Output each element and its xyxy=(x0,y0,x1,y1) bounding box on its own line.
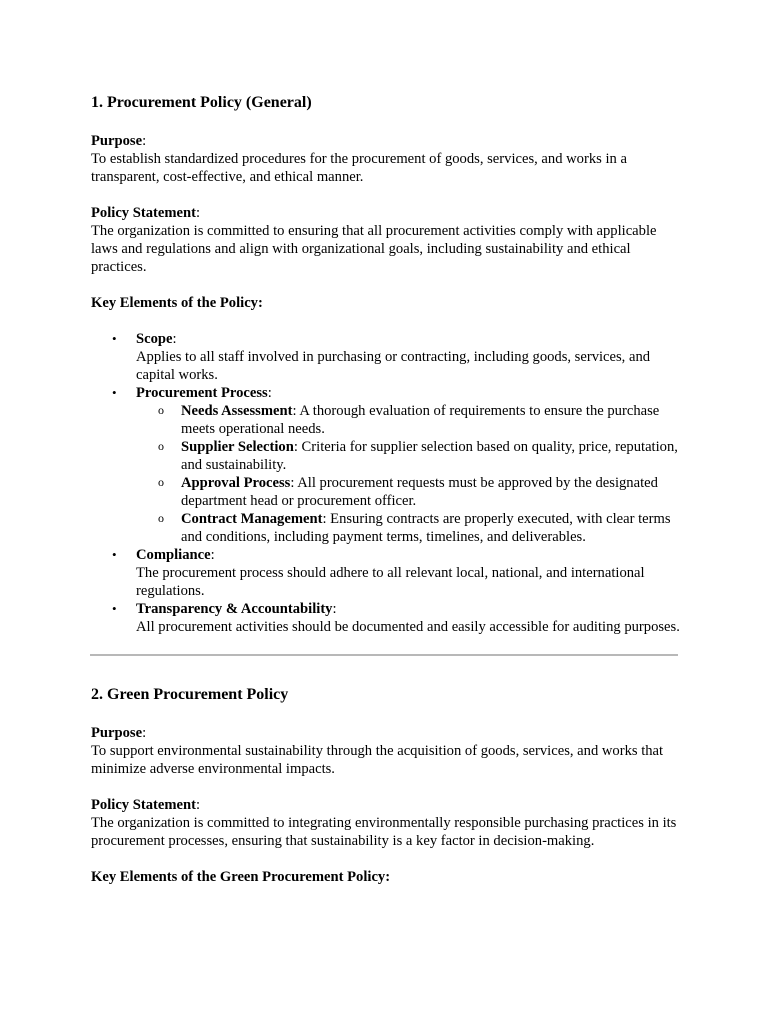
colon: : xyxy=(142,133,147,149)
subitem-label: Needs Assessment xyxy=(181,403,293,419)
subitem-text: : Ensuring contracts are properly executed, with clear terms and conditions, including payment terms, timelines, and deliverables. xyxy=(181,511,671,545)
purpose-text: To support environmental sustainability through the acquisition of goods, services, and works that minimize adverse environmental impacts. xyxy=(91,743,664,777)
section-divider xyxy=(90,654,678,656)
subitem-label: Contract Management xyxy=(181,511,323,527)
section-1-heading: 1. Procurement Policy (General) xyxy=(91,94,312,111)
policy-statement-text: The organization is committed to ensuring that all procurement activities comply with applicable laws and regulations and align with organizational goals, including sustainability and ethical practices. xyxy=(91,223,657,275)
subitem-approval-process xyxy=(136,474,681,510)
procurement-process-sublist xyxy=(136,402,681,546)
sub-bullet-icon: o xyxy=(158,511,164,525)
subitem-label: Supplier Selection xyxy=(181,439,294,455)
item-label: Compliance xyxy=(136,547,211,563)
purpose-label: Purpose xyxy=(91,725,143,741)
section-2-purpose xyxy=(91,724,681,778)
item-label: Procurement Process xyxy=(136,385,268,401)
list-item-transparency-accountability xyxy=(91,600,681,636)
bullet-icon: • xyxy=(112,601,117,616)
subitem-needs-assessment xyxy=(136,402,681,438)
section-2-key-elements-heading: Key Elements of the Green Procurement Policy: xyxy=(91,869,391,885)
purpose-label: Purpose xyxy=(91,133,143,149)
section-1-purpose xyxy=(91,132,681,186)
colon: : xyxy=(332,601,337,617)
policy-statement-label: Policy Statement xyxy=(91,205,196,221)
section-2-policy-statement xyxy=(91,796,681,850)
policy-statement-label: Policy Statement xyxy=(91,797,196,813)
subitem-text: : A thorough evaluation of requirements to ensure the purchase meets operational needs. xyxy=(181,403,660,437)
list-item-procurement-process xyxy=(91,384,681,546)
subitem-text: : All procurement requests must be approved by the designated department head or procurement officer. xyxy=(181,475,658,509)
colon: : xyxy=(267,385,272,401)
item-text: All procurement activities should be documented and easily accessible for auditing purposes. xyxy=(136,619,680,635)
item-text: Applies to all staff involved in purchasing or contracting, including goods, services, and capital works. xyxy=(136,349,651,383)
colon: : xyxy=(195,797,201,813)
subitem-contract-management xyxy=(136,510,681,546)
bullet-icon: • xyxy=(112,385,117,400)
list-item-compliance xyxy=(91,546,681,600)
sub-bullet-icon: o xyxy=(158,439,164,453)
sub-bullet-icon: o xyxy=(158,475,164,489)
bullet-icon: • xyxy=(112,331,117,346)
colon: : xyxy=(142,725,147,741)
purpose-text: To establish standardized procedures for the procurement of goods, services, and works in a transparent, cost-effective, and ethical manner. xyxy=(91,151,627,185)
document-page xyxy=(91,92,681,904)
colon: : xyxy=(195,205,201,221)
key-elements-list xyxy=(91,330,681,636)
policy-statement-text: The organization is committed to integrating environmentally responsible purchasing practices in its procurement processes, ensuring that sustainability is a key factor in decision-making. xyxy=(91,815,677,849)
item-label: Transparency & Accountability xyxy=(136,601,333,617)
sub-bullet-icon: o xyxy=(158,403,164,417)
section-1-key-elements-heading: Key Elements of the Policy: xyxy=(91,295,263,311)
subitem-text: : Criteria for supplier selection based on quality, price, reputation, and sustainability. xyxy=(181,439,678,473)
colon: : xyxy=(210,547,215,563)
colon: : xyxy=(172,331,177,347)
section-2-heading: 2. Green Procurement Policy xyxy=(91,686,289,703)
subitem-supplier-selection xyxy=(136,438,681,474)
subitem-label: Approval Process xyxy=(181,475,291,491)
item-label: Scope xyxy=(136,331,173,347)
bullet-icon: • xyxy=(112,547,117,562)
list-item-scope xyxy=(91,330,681,384)
section-1-policy-statement xyxy=(91,204,681,276)
item-text: The procurement process should adhere to all relevant local, national, and international regulations. xyxy=(136,565,645,599)
